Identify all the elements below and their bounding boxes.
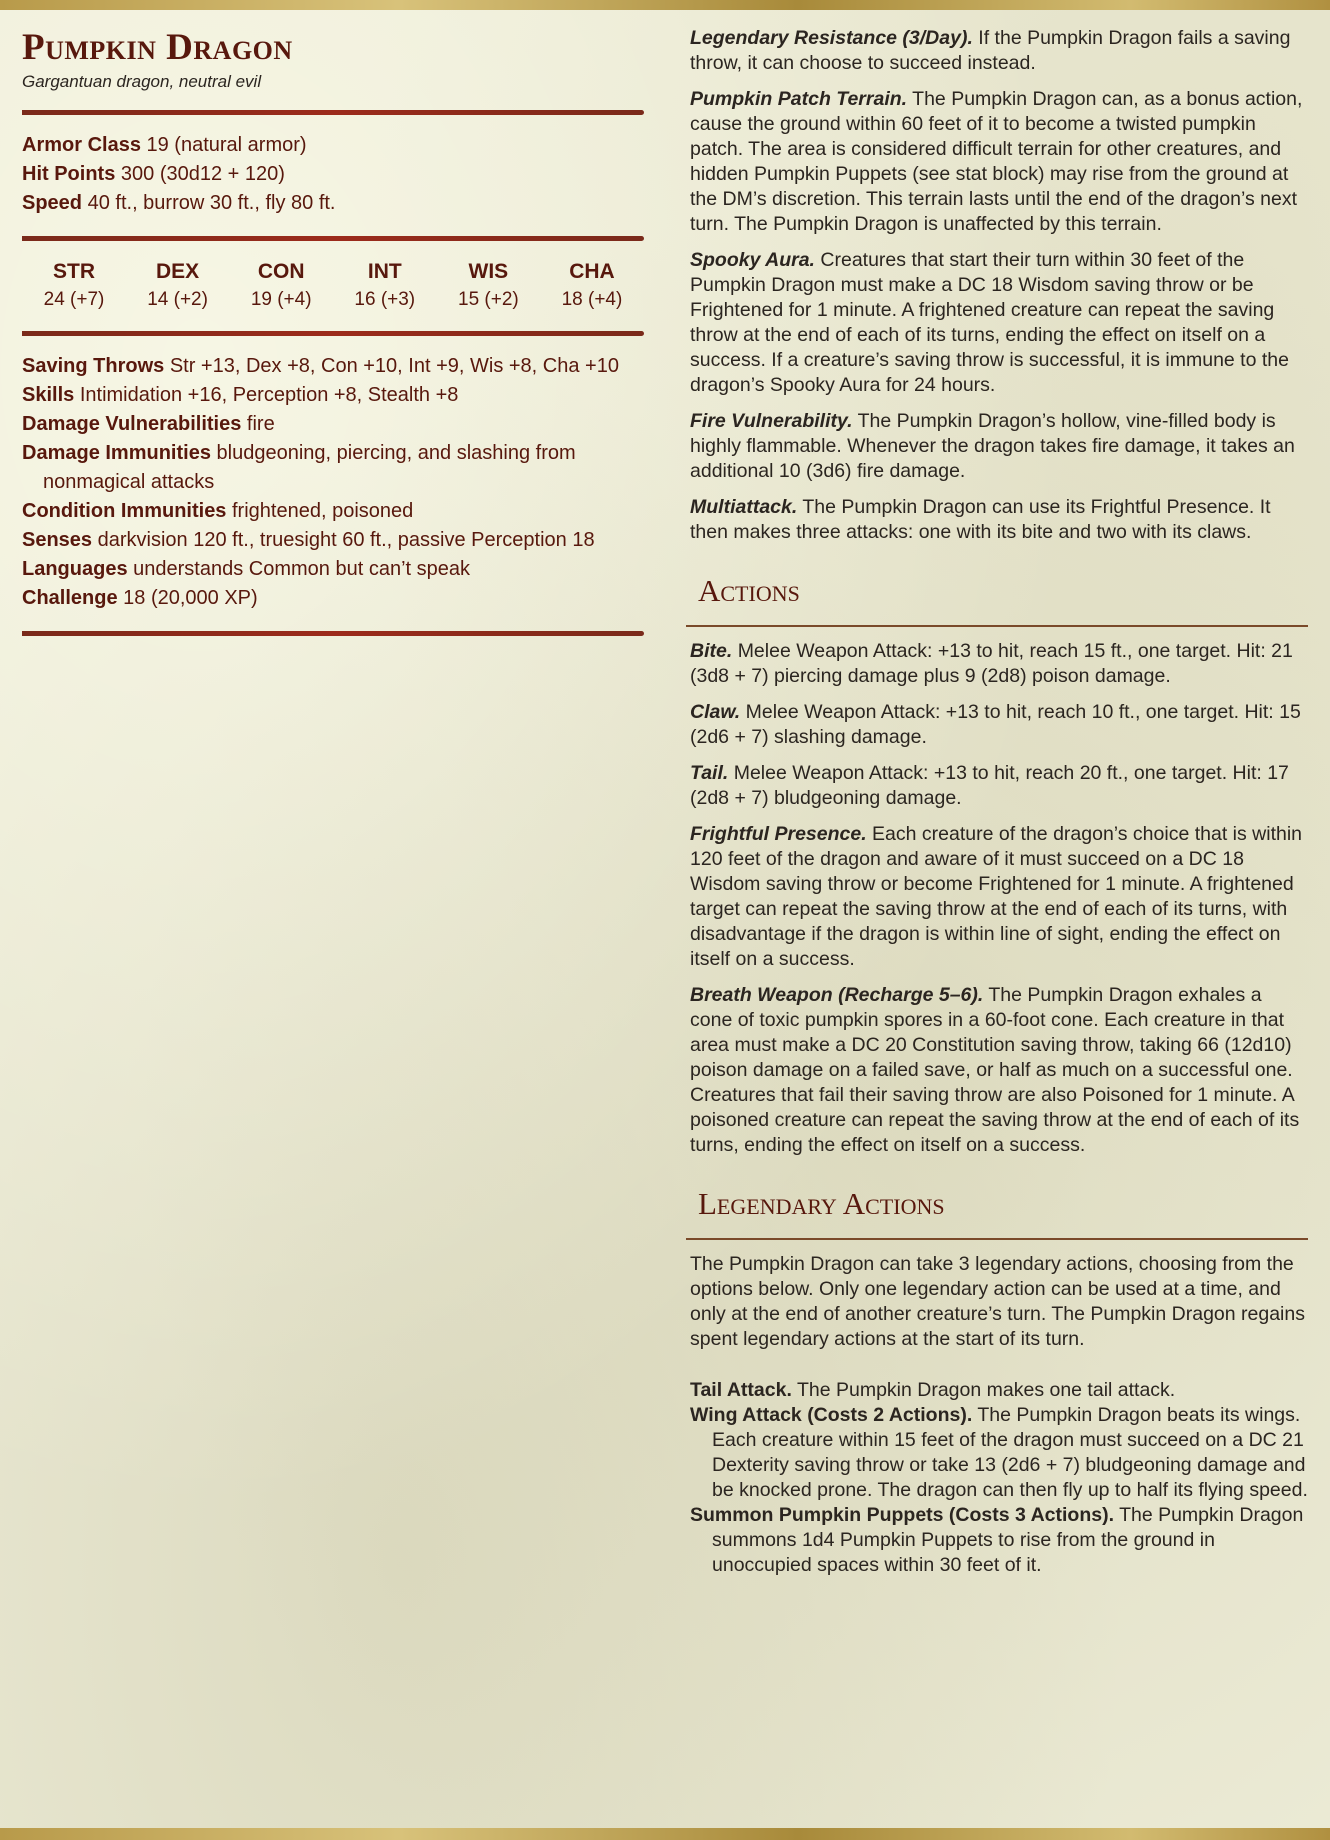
monster-type: Gargantuan dragon, neutral evil: [22, 72, 262, 91]
armor-class-value: 19 (natural armor): [146, 134, 307, 156]
trait-name: Legendary Resistance (3/Day).: [690, 27, 973, 49]
action-text: Melee Weapon Attack: +13 to hit, reach 20 ft., one target. Hit: 17 (2d8 + 7) bludgeoning damage.: [690, 762, 1289, 809]
trait-text: If the Pumpkin Dragon fails a saving throw, it can choose to succeed instead.: [690, 27, 1291, 74]
trait-legendary-resistance: [690, 26, 1308, 76]
condition-immunities: [22, 497, 644, 526]
ability-label: CON: [257, 260, 305, 283]
trait-pumpkin-patch-terrain: [690, 87, 1308, 237]
detail-value: Intimidation +16, Perception +8, Stealth +8: [79, 384, 459, 406]
legendary-tail-attack: [690, 1378, 1308, 1403]
divider-rule: [22, 236, 644, 241]
legendary-text: The Pumpkin Dragon summons 1d4 Pumpkin Puppets to rise from the ground in unoccupied spaces within 30 feet of it.: [712, 1504, 1304, 1576]
hit-points-label: Hit Points: [22, 163, 116, 185]
ability-value: 14 (+2): [147, 289, 208, 310]
detail-value: understands Common but can’t speak: [133, 558, 470, 580]
section-rule: [686, 625, 1308, 627]
ability-label: DEX: [156, 260, 200, 283]
ability-value: 16 (+3): [354, 289, 416, 310]
ability-int: [335, 257, 435, 313]
action-name: Claw.: [690, 701, 741, 723]
detail-value: frightened, poisoned: [232, 500, 414, 522]
ability-value: 18 (+4): [561, 289, 623, 310]
legendary-text: The Pumpkin Dragon beats its wings. Each creature within 15 feet of the dragon must succeed on a DC 21 Dexterity saving throw or take 13 (2d6 + 7) bludgeoning damage and be knocked prone. The dragon can then fly up to half its flying speed.: [712, 1404, 1308, 1501]
action-frightful-presence: [690, 822, 1308, 972]
action-text: Melee Weapon Attack: +13 to hit, reach 15 ft., one target. Hit: 21 (3d8 + 7) piercing damage plus 9 (2d8) poison damage.: [690, 640, 1293, 687]
detail-label: Saving Throws: [22, 355, 165, 377]
page-border-bottom: [0, 1828, 1330, 1840]
trait-text: The Pumpkin Dragon’s hollow, vine-filled body is highly flammable. Whenever the dragon takes fire damage, it takes an additional 10 (3d6) fire damage.: [690, 410, 1295, 482]
legendary-wing-attack: [690, 1403, 1308, 1503]
divider-rule: [22, 331, 644, 336]
speed-label: Speed: [22, 192, 83, 214]
trait-name: Multiattack.: [690, 496, 798, 518]
action-bite: [690, 639, 1308, 689]
trait-spooky-aura: [690, 248, 1308, 398]
speed: [22, 189, 644, 218]
action-breath-weapon: [690, 983, 1308, 1158]
action-tail: [690, 761, 1308, 811]
ability-label: INT: [367, 260, 402, 283]
divider-rule: [22, 631, 644, 636]
detail-label: Condition Immunities: [22, 500, 227, 522]
stat-block-right-column: [690, 26, 1308, 1578]
damage-vulnerabilities: [22, 410, 644, 439]
trait-multiattack: [690, 495, 1308, 545]
stat-block-left-column: [22, 26, 644, 652]
senses: [22, 526, 644, 555]
page-border-top: [0, 0, 1330, 10]
armor-class: [22, 131, 644, 160]
detail-value: bludgeoning, piercing, and slashing from nonmagical attacks: [43, 442, 576, 493]
action-text: Each creature of the dragon’s choice that is within 120 feet of the dragon and aware of it must succeed on a DC 18 Wisdom saving throw or become Frightened for 1 minute. A frightened target can repeat the saving throw at the end of each of its turns, with disadvantage if the dragon is within line of sight, ending the effect on itself on a success.: [690, 823, 1303, 970]
ability-cha: [542, 257, 642, 313]
detail-value: fire: [246, 413, 275, 435]
trait-text: Creatures that start their turn within 30 feet of the Pumpkin Dragon must make a DC 18 Wisdom saving throw or be Frightened for 1 minute. A frightened creature can repeat the saving throw at the end of each of its turns, ending the effect on itself on a success. If a creature’s saving throw is successful, it is immune to the dragon’s Spooky Aura for 24 hours.: [690, 249, 1289, 396]
detail-label: Damage Immunities: [22, 442, 211, 464]
legendary-name: Wing Attack (Costs 2 Actions).: [690, 1404, 973, 1426]
ability-str: [24, 257, 124, 313]
trait-name: Fire Vulnerability.: [690, 410, 853, 432]
detail-label: Damage Vulnerabilities: [22, 413, 242, 435]
action-text: Melee Weapon Attack: +13 to hit, reach 10 ft., one target. Hit: 15 (2d6 + 7) slashing damage.: [690, 701, 1301, 748]
legendary-summon-pumpkin-puppets: [690, 1503, 1308, 1578]
detail-value: Str +13, Dex +8, Con +10, Int +9, Wis +8, Cha +10: [169, 355, 619, 377]
detail-label: Skills: [22, 384, 75, 406]
trait-name: Spooky Aura.: [690, 249, 815, 271]
action-name: Breath Weapon (Recharge 5–6).: [690, 984, 984, 1006]
legendary-actions-heading: Legendary Actions: [698, 1186, 945, 1221]
detail-label: Senses: [22, 529, 93, 551]
trait-fire-vulnerability: [690, 409, 1308, 484]
legendary-name: Tail Attack.: [690, 1379, 792, 1401]
legendary-text: The Pumpkin Dragon makes one tail attack.: [796, 1379, 1176, 1401]
saving-throws: [22, 352, 644, 381]
ability-con: [231, 257, 331, 313]
action-name: Bite.: [690, 640, 733, 662]
hit-points-value: 300 (30d12 + 120): [120, 163, 285, 185]
ability-dex: [128, 257, 228, 313]
monster-name: Pumpkin Dragon: [22, 27, 293, 68]
action-claw: [690, 700, 1308, 750]
trait-name: Pumpkin Patch Terrain.: [690, 88, 908, 110]
action-name: Tail.: [690, 762, 729, 784]
damage-immunities: [22, 439, 644, 497]
trait-text: The Pumpkin Dragon can, as a bonus action, cause the ground within 60 feet of it to become a twisted pumpkin patch. The area is considered difficult terrain for other creatures, and hidden Pumpkin Puppets (see stat block) may rise from the ground at the DM’s discretion. This terrain lasts until the end of the dragon’s next turn. The Pumpkin Dragon is unaffected by this terrain.: [690, 88, 1303, 235]
detail-label: Languages: [22, 558, 128, 580]
trait-text: The Pumpkin Dragon can use its Frightful Presence. It then makes three attacks: one with its bite and two with its claws.: [690, 496, 1271, 543]
ability-value: 19 (+4): [250, 289, 312, 310]
ability-wis: [438, 257, 538, 313]
action-text: The Pumpkin Dragon exhales a cone of toxic pumpkin spores in a 60-foot cone. Each creature in that area must make a DC 20 Constitution saving throw, taking 66 (12d10) poison damage on a failed save, or half as much on a successful one. Creatures that fail their saving throw are also Poisoned for 1 minute. A poisoned creature can repeat the saving throw at the end of each of its turns, ending the effect on itself on a success.: [690, 984, 1300, 1156]
skills: [22, 381, 644, 410]
actions-heading: Actions: [698, 573, 800, 608]
speed-value: 40 ft., burrow 30 ft., fly 80 ft.: [87, 192, 336, 214]
legendary-name: Summon Pumpkin Puppets (Costs 3 Actions).: [690, 1504, 1114, 1526]
ability-value: 24 (+7): [43, 289, 105, 310]
languages: [22, 555, 644, 584]
ability-label: STR: [53, 260, 95, 283]
hit-points: [22, 160, 644, 189]
action-name: Frightful Presence.: [690, 823, 867, 845]
challenge: [22, 584, 644, 613]
section-rule: [686, 1238, 1308, 1240]
ability-scores: [22, 257, 644, 313]
ability-label: CHA: [569, 260, 615, 283]
detail-value: 18 (20,000 XP): [123, 587, 258, 609]
legendary-intro: The Pumpkin Dragon can take 3 legendary actions, choosing from the options below. Only one legendary action can be used at a time, and only at the end of another creature’s turn. The Pumpkin Dragon regains spent legendary actions at the start of its turn.: [690, 1253, 1305, 1350]
ability-value: 15 (+2): [458, 289, 519, 310]
armor-class-label: Armor Class: [22, 134, 141, 156]
detail-label: Challenge: [22, 587, 118, 609]
detail-value: darkvision 120 ft., truesight 60 ft., passive Perception 18: [97, 529, 595, 551]
divider-rule: [22, 110, 644, 115]
ability-label: WIS: [468, 260, 509, 283]
